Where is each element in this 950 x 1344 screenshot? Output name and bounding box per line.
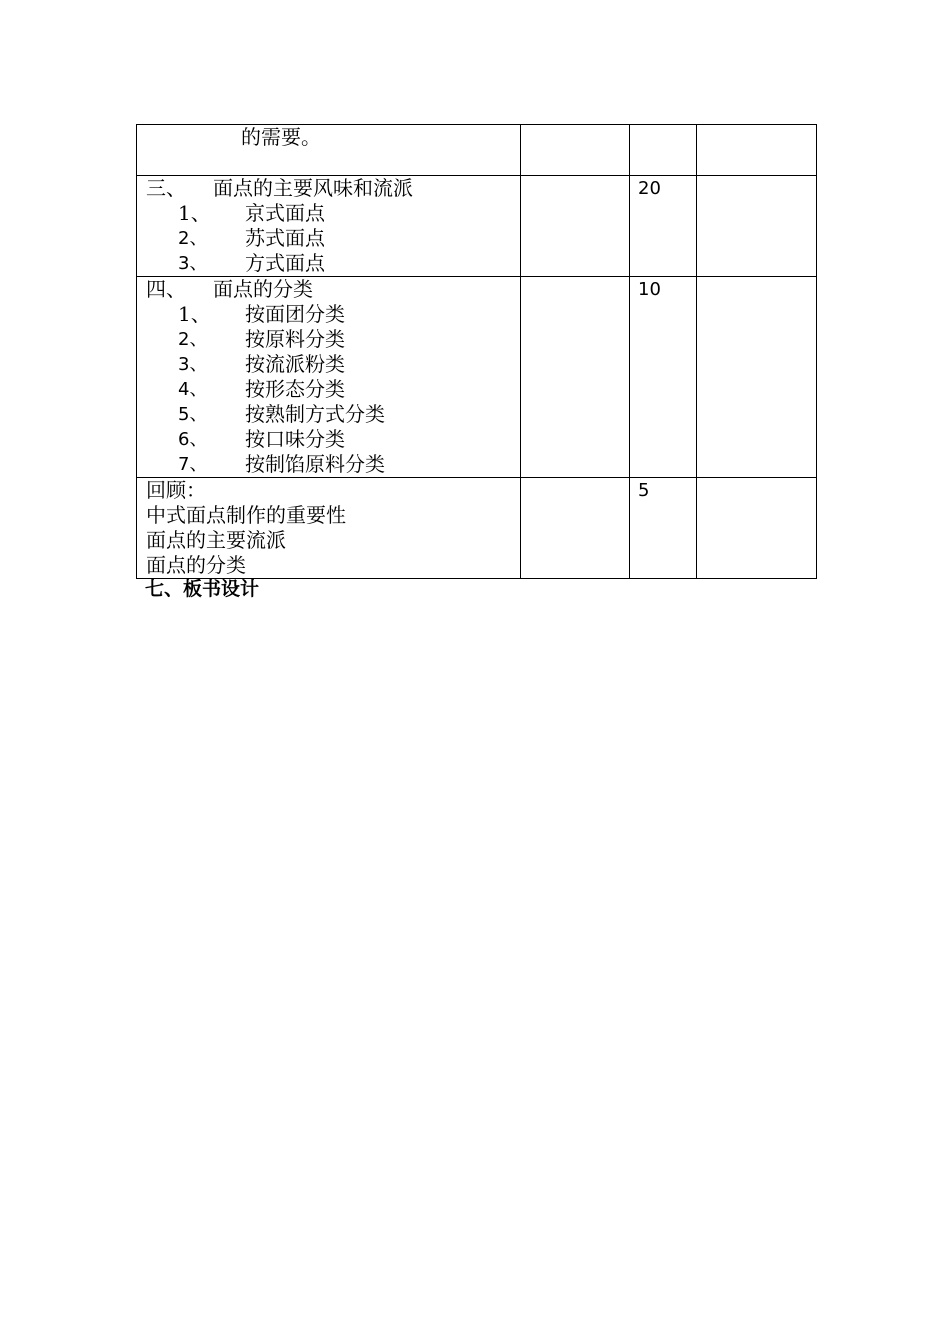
lesson-plan-table	[136, 124, 817, 579]
list-item	[146, 352, 520, 377]
section-heading-board-design: 七、板书设计	[145, 578, 260, 600]
item-number: 1、	[178, 302, 211, 326]
note-cell	[697, 478, 817, 579]
item-number: 2、	[178, 228, 208, 249]
review-line: 中式面点制作的重要性	[146, 503, 346, 527]
time-cell	[630, 277, 697, 478]
section-number: 四、	[146, 277, 186, 301]
item-text: 按制馅原料分类	[245, 452, 385, 476]
method-cell	[521, 277, 630, 478]
item-number: 2、	[178, 329, 208, 350]
time-value: 5	[638, 480, 650, 501]
time-value: 20	[638, 178, 661, 199]
section-number: 三、	[146, 176, 186, 200]
time-value: 10	[638, 279, 661, 300]
item-text: 按熟制方式分类	[245, 402, 385, 426]
item-text: 按口味分类	[245, 427, 345, 451]
list-item	[146, 402, 520, 427]
list-item	[146, 327, 520, 352]
item-number: 4、	[178, 379, 208, 400]
time-cell	[630, 176, 697, 277]
time-cell	[630, 125, 697, 176]
list-item	[146, 201, 520, 226]
review-line: 面点的主要流派	[146, 528, 286, 552]
item-number: 3、	[178, 354, 208, 375]
method-cell	[521, 478, 630, 579]
section-title: 面点的主要风味和流派	[213, 176, 413, 200]
table-row	[137, 125, 817, 176]
method-cell	[521, 125, 630, 176]
table-row	[137, 277, 817, 478]
item-number: 6、	[178, 429, 208, 450]
review-label: 回顾：	[146, 478, 206, 502]
list-item	[146, 302, 520, 327]
item-text: 按形态分类	[245, 377, 345, 401]
list-item	[146, 427, 520, 452]
content-cell	[137, 277, 521, 478]
table-row	[137, 478, 817, 579]
item-number: 7、	[178, 454, 208, 475]
note-cell	[697, 125, 817, 176]
list-item	[146, 377, 520, 402]
note-cell	[697, 277, 817, 478]
note-cell	[697, 176, 817, 277]
item-text: 按流派粉类	[245, 352, 345, 376]
review-line: 面点的分类	[146, 553, 246, 577]
table-row	[137, 176, 817, 277]
section-heading	[146, 176, 520, 201]
item-number: 5、	[178, 404, 208, 425]
list-item	[146, 251, 520, 276]
section-title: 面点的分类	[213, 277, 313, 301]
item-number: 3、	[178, 253, 208, 274]
item-text: 苏式面点	[245, 226, 325, 250]
item-text: 按面团分类	[245, 302, 345, 326]
section-heading	[146, 277, 520, 302]
method-cell	[521, 176, 630, 277]
item-number: 1、	[178, 201, 211, 225]
item-text: 方式面点	[245, 251, 325, 275]
list-item	[146, 452, 520, 477]
content-cell	[137, 478, 521, 579]
item-text: 京式面点	[245, 201, 325, 225]
content-cell	[137, 176, 521, 277]
list-item	[146, 226, 520, 251]
continuation-text: 的需要。	[241, 125, 321, 149]
time-cell	[630, 478, 697, 579]
content-cell	[137, 125, 521, 176]
item-text: 按原料分类	[245, 327, 345, 351]
